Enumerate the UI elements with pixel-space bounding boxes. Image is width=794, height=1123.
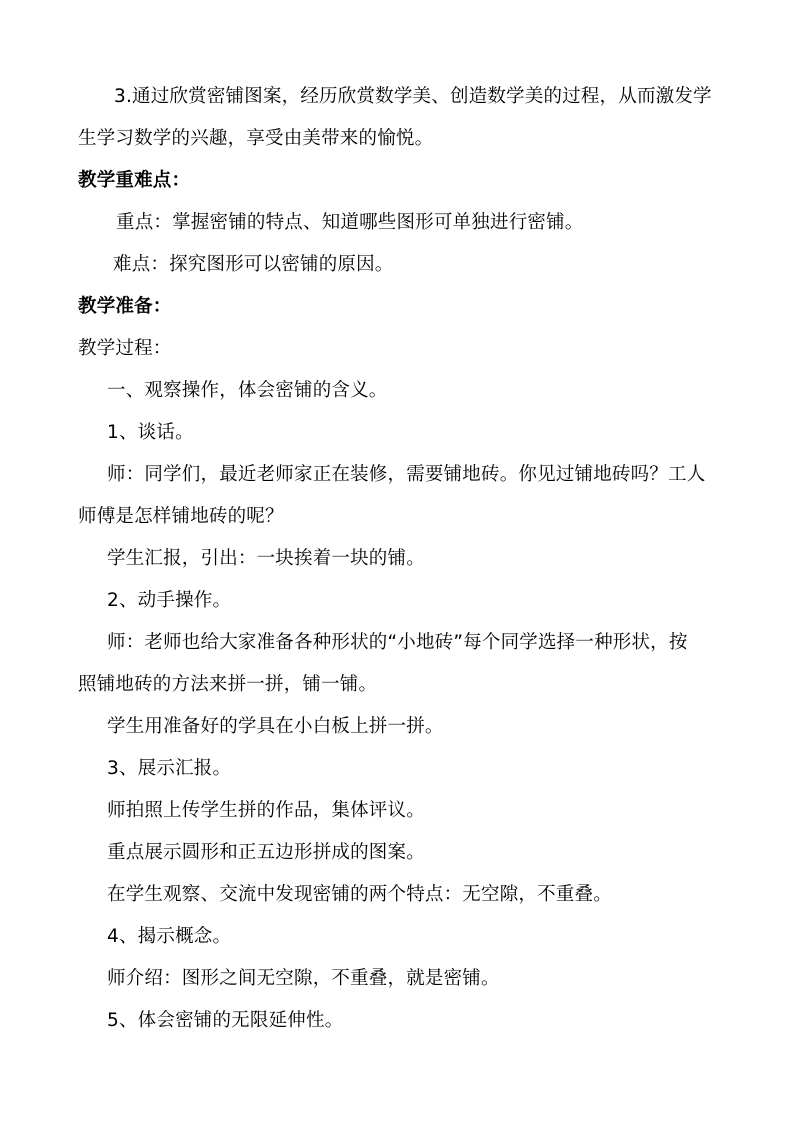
student-report: 学生汇报，引出：一块挨着一块的铺。 [107,548,425,569]
step-5-title: 5、体会密铺的无限延伸性。 [107,1010,344,1031]
key-display: 重点展示圆形和正五边形拼成的图案。 [107,842,425,863]
difficult-point: 难点：探究图形可以密铺的原因。 [113,254,394,275]
section-1-title: 一、观察操作，体会密铺的含义。 [107,380,388,401]
teacher-talk-line-1: 师：同学们，最近老师家正在装修，需要铺地砖。你见过铺地砖吗？工人 [107,464,706,485]
objective-3-line-1: 3.通过欣赏密铺图案，经历欣赏数学美、创造数学美的过程，从而激发学 [114,86,712,107]
step-3-title: 3、展示汇报。 [107,758,232,779]
heading-teaching-preparation: 教学准备： [78,296,172,317]
heading-teaching-process: 教学过程： [78,338,172,359]
concept-definition: 师介绍：图形之间无空隙，不重叠，就是密铺。 [107,968,500,989]
step-2-title: 2、动手操作。 [107,590,232,611]
heading-key-difficult-points: 教学重难点： [78,170,191,191]
teacher-upload-photos: 师拍照上传学生拼的作品，集体评议。 [107,800,425,821]
key-point: 重点：掌握密铺的特点、知道哪些图形可单独进行密铺。 [116,212,584,233]
step-1-title: 1、谈话。 [107,422,194,443]
two-features-found: 在学生观察、交流中发现密铺的两个特点：无空隙，不重叠。 [107,884,612,905]
step-4-title: 4、揭示概念。 [107,926,232,947]
student-activity: 学生用准备好的学具在小白板上拼一拼。 [107,716,444,737]
teacher-instruction-line-1: 师：老师也给大家准备各种形状的“小地砖”每个同学选择一种形状，按 [107,632,688,653]
objective-3-line-2: 生学习数学的兴趣，享受由美带来的愉悦。 [78,128,434,149]
teacher-instruction-line-2: 照铺地砖的方法来拼一拼，铺一铺。 [78,674,378,695]
teacher-talk-line-2: 师傅是怎样铺地砖的呢？ [78,506,284,527]
